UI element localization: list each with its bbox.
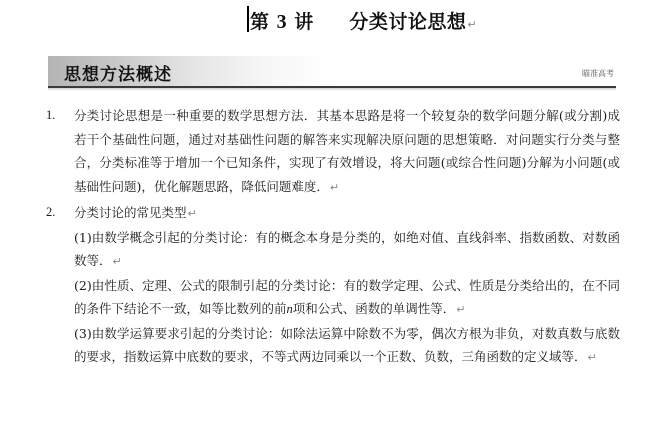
list-item-1 bbox=[40, 104, 620, 199]
banner-shadow bbox=[48, 88, 616, 91]
item-text: 分类讨论思想是一种重要的数学思想方法．其基本思路是将一个较复杂的数学问题分解(或分割)成若干个基础性问题，通过对基础性问题的解答来实现解决原问题的思想策略．对问题实行分类与整合，分类标准等于增加一个已知条件，实现了有效增设，将大问题(或综合性问题)分解为小问题(或基础性问题)，优化解题思路，降低问题难度． bbox=[74, 108, 620, 194]
item-number: 2. bbox=[46, 205, 56, 219]
sub-item-text: (3)由数学运算要求引起的分类讨论：如除法运算中除数不为零，偶次方根为非负，对数真数与底数的要求，指数运算中底数的要求，不等式两边同乘以一个正数、负数，三角函数的定义域等． bbox=[74, 325, 620, 364]
paragraph-mark: ↵ bbox=[187, 207, 197, 220]
sub-item-1 bbox=[40, 226, 620, 274]
page-title bbox=[250, 7, 477, 34]
document-body bbox=[40, 104, 620, 370]
section-banner bbox=[48, 56, 616, 86]
variable-n: n bbox=[286, 302, 293, 316]
paragraph-mark: ↵ bbox=[112, 255, 122, 268]
text-cursor bbox=[247, 6, 249, 32]
paragraph-mark: ↵ bbox=[467, 18, 478, 31]
title-topic: 分类讨论思想 bbox=[349, 11, 467, 33]
title-number: 3 bbox=[276, 11, 288, 33]
section-title: 思想方法概述 bbox=[64, 65, 172, 85]
list-item-2 bbox=[40, 201, 620, 226]
sub-item-text: (2)由性质、定理、公式的限制引起的分类讨论：有的数学定理、公式、性质是分类给出的，在不同的条件下结论不一致，如等比数列的前 bbox=[74, 277, 620, 316]
sub-item-2 bbox=[40, 274, 620, 322]
banner-watermark: 瞄准高考 bbox=[582, 69, 614, 78]
item-text: 分类讨论的常见类型 bbox=[74, 205, 187, 220]
title-suffix: 讲 bbox=[294, 11, 314, 33]
item-number: 1. bbox=[46, 108, 56, 122]
sub-item-text-after: 项和公式、函数的单调性等． bbox=[292, 301, 456, 316]
paragraph-mark: ↵ bbox=[329, 180, 340, 194]
title-prefix: 第 bbox=[250, 11, 270, 33]
sub-item-text: (1)由数学概念引起的分类讨论：有的概念本身是分类的，如绝对值、直线斜率、指数函数、对数函数等． bbox=[74, 229, 620, 268]
paragraph-mark: ↵ bbox=[456, 303, 466, 316]
sub-item-3 bbox=[40, 322, 620, 370]
paragraph-mark: ↵ bbox=[587, 351, 597, 364]
